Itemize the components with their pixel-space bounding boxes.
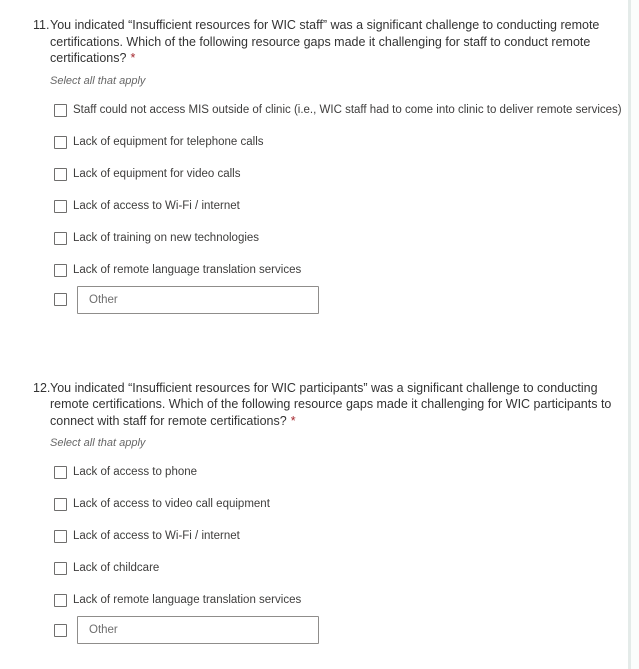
checkbox-unchecked-icon[interactable] <box>54 530 67 543</box>
option-label: Lack of remote language translation services <box>73 594 302 606</box>
other-option-row <box>54 286 622 314</box>
other-text-input[interactable] <box>77 616 319 644</box>
checkbox-unchecked-icon[interactable] <box>54 466 67 479</box>
option-label: Lack of equipment for video calls <box>73 167 241 180</box>
checkbox-option[interactable] <box>54 498 618 511</box>
option-label: Lack of access to phone <box>73 466 198 478</box>
question-12 <box>33 380 639 654</box>
option-label: Lack of access to Wi-Fi / internet <box>73 199 240 212</box>
checkbox-unchecked-icon[interactable] <box>54 498 67 511</box>
checkbox-unchecked-icon[interactable] <box>54 136 67 149</box>
checkbox-unchecked-icon[interactable] <box>54 562 67 575</box>
question-title <box>50 380 618 430</box>
option-label: Lack of training on new technologies <box>73 231 260 244</box>
checkbox-option[interactable] <box>54 104 622 117</box>
checkbox-unchecked-icon[interactable] <box>54 168 67 181</box>
options-list <box>54 466 618 644</box>
checkbox-option[interactable] <box>54 562 618 575</box>
other-text-input[interactable] <box>77 286 319 314</box>
checkbox-option[interactable] <box>54 136 622 149</box>
option-label: Lack of access to video call equipment <box>73 498 270 510</box>
checkbox-unchecked-icon[interactable] <box>54 232 67 245</box>
checkbox-unchecked-icon[interactable] <box>54 264 67 277</box>
checkbox-unchecked-icon[interactable] <box>54 104 67 117</box>
option-label: Staff could not access MIS outside of clinic (i.e., WIC staff had to come into clinic to deliver remote services) <box>73 103 622 116</box>
question-title-text: You indicated “Insufficient resources for WIC participants” was a significant challenge to conducting remote certifications. Which of the following resource gaps made it challenging for WIC participants to connect with staff for remote certifications? <box>50 380 612 428</box>
checkbox-option[interactable] <box>54 168 622 181</box>
required-asterisk: * <box>290 413 296 428</box>
checkbox-option[interactable] <box>54 200 622 213</box>
checkbox-option[interactable] <box>54 232 622 245</box>
other-checkbox[interactable] <box>54 293 67 306</box>
checkbox-option[interactable] <box>54 530 618 543</box>
select-all-hint: Select all that apply <box>50 74 146 87</box>
question-number: 12. <box>33 380 51 395</box>
required-asterisk: * <box>130 51 136 65</box>
checkbox-option[interactable] <box>54 466 618 479</box>
options-list <box>54 104 622 314</box>
right-edge-divider <box>628 0 639 669</box>
checkbox-unchecked-icon[interactable] <box>54 594 67 607</box>
option-label: Lack of remote language translation services <box>73 263 302 276</box>
other-option-row <box>54 616 618 644</box>
select-all-hint: Select all that apply <box>50 437 146 449</box>
question-11 <box>33 17 639 323</box>
option-label: Lack of childcare <box>73 562 160 574</box>
question-number: 11. <box>33 18 50 32</box>
question-title-text: You indicated “Insufficient resources for WIC staff” was a significant challenge to conducting remote certifications. Which of the following resource gaps made it challenging for staff to conduct remote certifications? <box>50 18 600 65</box>
option-label: Lack of access to Wi-Fi / internet <box>73 530 240 542</box>
other-checkbox[interactable] <box>54 624 67 637</box>
option-label: Lack of equipment for telephone calls <box>73 135 264 148</box>
checkbox-unchecked-icon[interactable] <box>54 200 67 213</box>
checkbox-option[interactable] <box>54 264 622 277</box>
checkbox-option[interactable] <box>54 594 618 607</box>
question-title <box>50 17 618 67</box>
